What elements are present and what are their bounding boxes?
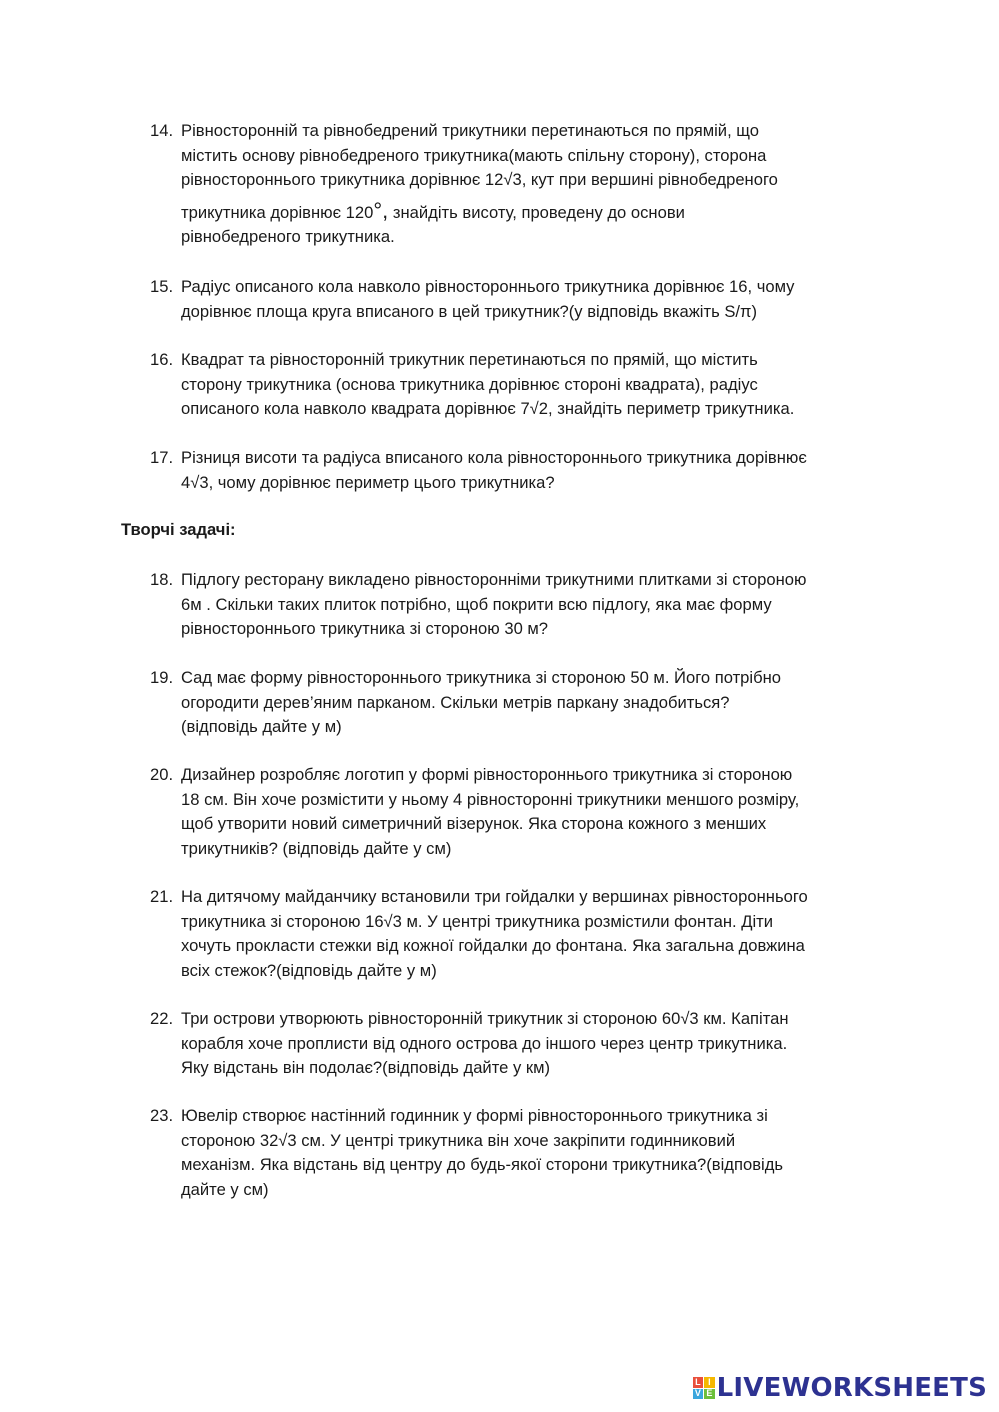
problem-number: 23.: [150, 1106, 174, 1125]
problem-text-line: рівнобедреного трикутника.: [181, 227, 395, 246]
problem-number: 14.: [150, 121, 174, 140]
problem-number: 16.: [150, 350, 174, 369]
problem-text-line: Три острови утворюють рівносторонній трикутник зі стороною 60√3 км. Капітан: [181, 1009, 789, 1028]
problem-15: [150, 275, 885, 324]
problem-text-line: Підлогу ресторану викладено рівносторонніми трикутними плитками зі стороною: [181, 570, 807, 589]
problem-20: [150, 763, 885, 861]
liveworksheets-logo-icon: [693, 1377, 715, 1399]
problem-text-line: Радіус описаного кола навколо рівностороннього трикутника дорівнює 16, чому: [181, 277, 795, 296]
problem-text-line: Рівносторонній та рівнобедрений трикутники перетинаються по прямій, що: [181, 121, 759, 140]
creative-heading: Творчі задачі:: [121, 520, 236, 539]
problem-text-line: Різниця висоти та радіуса вписаного кола рівностороннього трикутника дорівнює: [181, 448, 807, 467]
logo-icon-tile: I: [704, 1377, 715, 1388]
problem-text-line: На дитячому майданчику встановили три гойдалки у вершинах рівностороннього: [181, 887, 808, 906]
problem-text-line: дайте у см): [181, 1179, 269, 1199]
problem-text-line: сторону трикутника (основа трикутника дорівнює стороні квадрата), радіус: [181, 374, 758, 394]
logo-icon-tile: V: [693, 1389, 704, 1400]
problem-text-line: Яку відстань він подолає?(відповідь дайте у км): [181, 1058, 551, 1077]
liveworksheets-logo-text: LIVEWORKSHEETS: [716, 1373, 987, 1403]
problem-21: [150, 885, 885, 983]
problem-number: 21.: [150, 887, 174, 906]
logo-icon-tile: L: [693, 1377, 704, 1388]
problem-16: [150, 348, 885, 422]
problem-number: 20.: [150, 765, 174, 784]
liveworksheets-logo[interactable]: [693, 1373, 987, 1403]
problem-text-line: 4√3, чому дорівнює периметр цього трикутника?: [181, 472, 555, 492]
problem-22: [150, 1007, 885, 1081]
problem-text-line: трикутника зі стороною 16√3 м. У центрі трикутника розмістили фонтан. Діти: [181, 911, 774, 931]
problem-text-line: трикутника дорівнює 120°, знайдіть висоту, проведену до основи: [181, 197, 685, 223]
problem-text-line: хочуть прокласти стежки від кожної гойдалки до фонтана. Яка загальна довжина: [181, 936, 805, 955]
problem-17: [150, 446, 885, 495]
problem-number: 17.: [150, 448, 174, 467]
degree-sign: °,: [373, 197, 389, 223]
problem-number: 18.: [150, 570, 174, 589]
problem-text-line: щоб утворити новий симетричний візерунок. Яка сторона кожного з менших: [181, 814, 767, 833]
problem-text-line: містить основу рівнобедреного трикутника(мають спільну сторону), сторона: [181, 145, 767, 165]
problem-text-line: Дизайнер розробляє логотип у формі рівностороннього трикутника зі стороною: [181, 765, 793, 784]
problem-text-line: 18 см. Він хоче розмістити у ньому 4 рівносторонні трикутники меншого розміру,: [181, 789, 800, 809]
problem-text-line: описаного кола навколо квадрата дорівнює 7√2, знайдіть периметр трикутника.: [181, 399, 795, 418]
problem-text-line: огородити дерев’яним парканом. Скільки метрів паркану знадобиться?: [181, 692, 730, 712]
problem-text-line: (відповідь дайте у м): [181, 717, 342, 736]
problem-text-line: Квадрат та рівносторонній трикутник перетинаються по прямій, що містить: [181, 350, 758, 369]
problem-number: 22.: [150, 1009, 174, 1028]
problem-number: 19.: [150, 668, 174, 687]
problem-number: 15.: [150, 277, 174, 296]
problem-text-line: 6м . Скільки таких плиток потрібно, щоб покрити всю підлогу, яка має форму: [181, 594, 772, 614]
problem-text-line: Ювелір створює настінний годинник у формі рівностороннього трикутника зі: [181, 1106, 768, 1125]
problem-19: [150, 666, 885, 740]
problem-text-line: стороною 32√3 см. У центрі трикутника він хоче закріпити годинниковий: [181, 1130, 736, 1150]
problem-text-line: рівностороннього трикутника дорівнює 12√3, кут при вершині рівнобедреного: [181, 170, 778, 189]
problem-text-line: дорівнює площа круга вписаного в цей трикутник?(у відповідь вкажіть S/π): [181, 301, 757, 321]
problem-text-line: трикутників? (відповідь дайте у см): [181, 838, 452, 858]
problem-text-line: рівностороннього трикутника зі стороною 30 м?: [181, 619, 549, 638]
problem-text-line: Сад має форму рівностороннього трикутника зі стороною 50 м. Його потрібно: [181, 668, 781, 687]
problem-18: [150, 568, 885, 642]
problem-text-line: всіх стежок?(відповідь дайте у м): [181, 960, 437, 980]
problem-14: [150, 119, 885, 250]
problem-text-line: механізм. Яка відстань від центру до будь-якої сторони трикутника?(відповідь: [181, 1155, 784, 1174]
problem-23: [150, 1104, 885, 1202]
logo-icon-tile: E: [704, 1389, 715, 1400]
problem-text-line: корабля хоче проплисти від одного острова до іншого через центр трикутника.: [181, 1033, 788, 1053]
